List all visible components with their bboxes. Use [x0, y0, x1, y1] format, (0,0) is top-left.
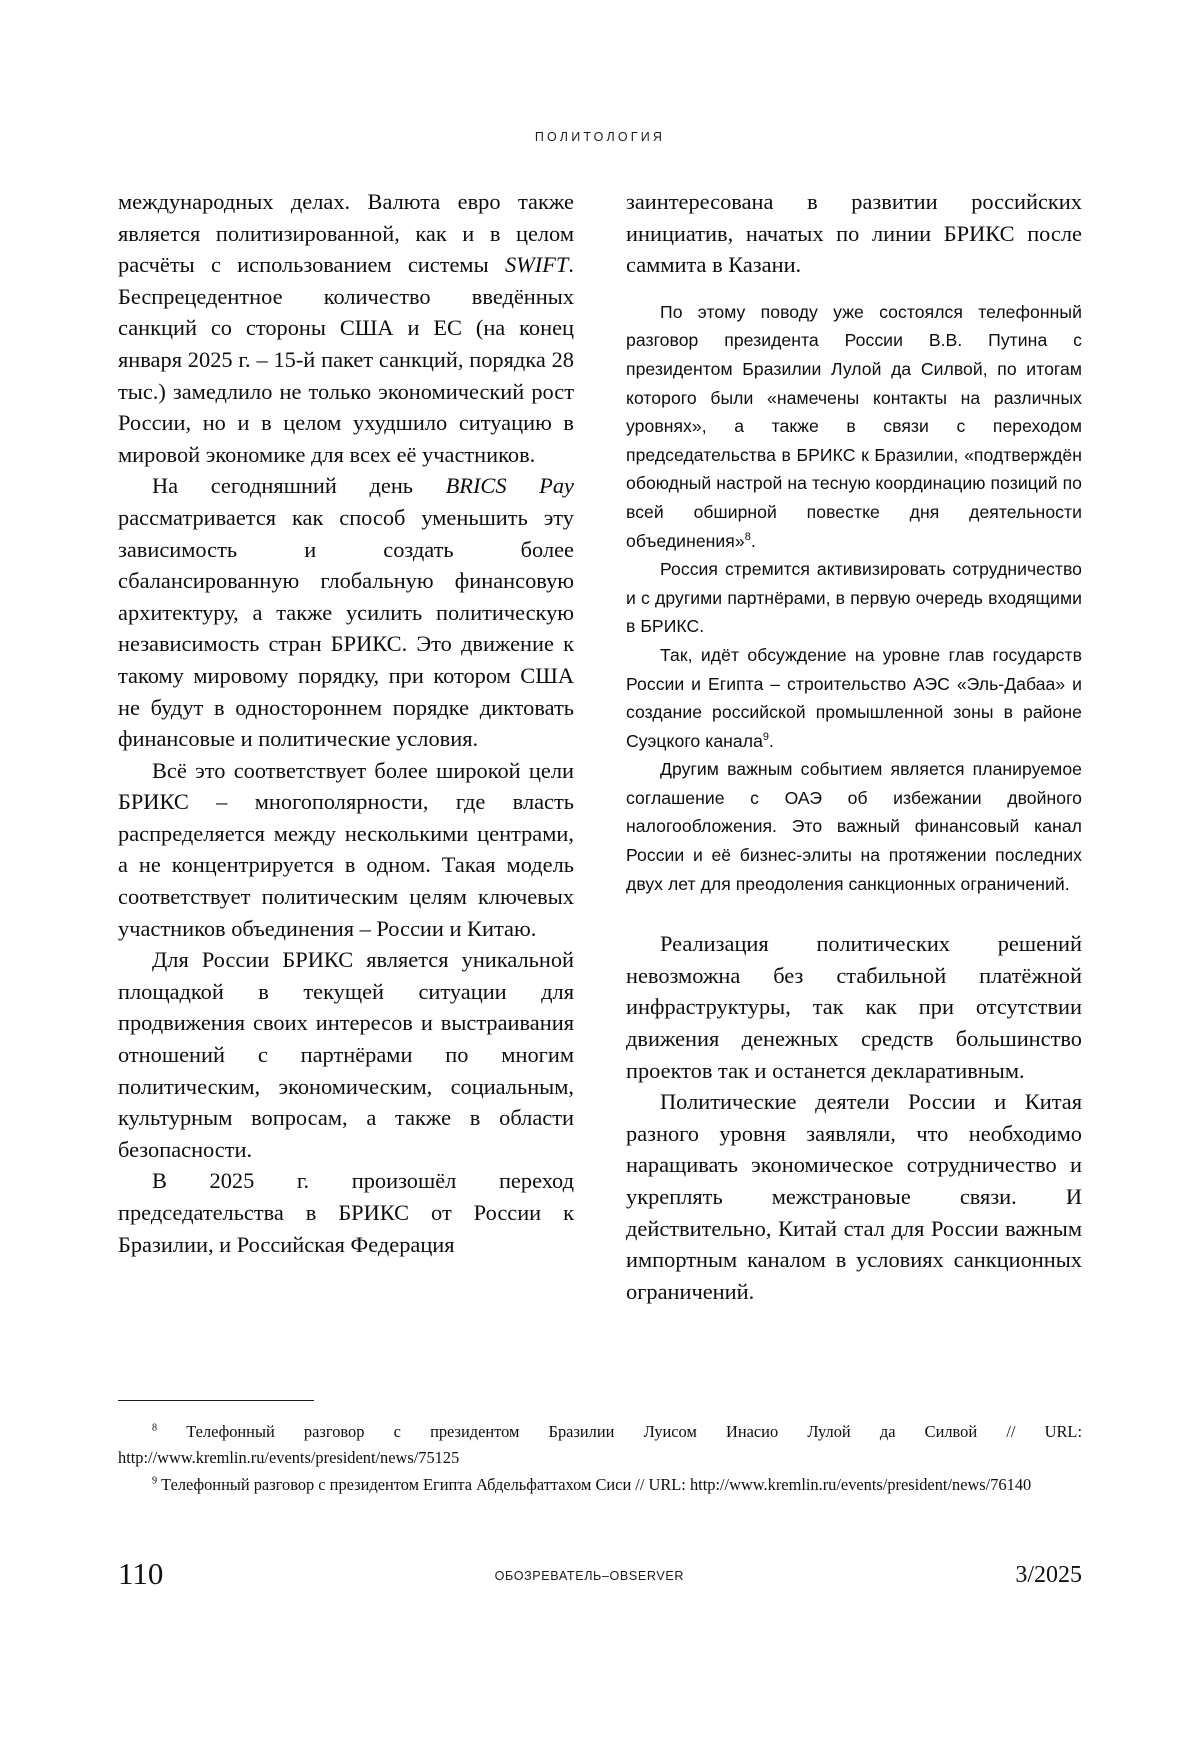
journal-name: ОБОЗРЕВАТЕЛЬ–OBSERVER	[494, 1569, 685, 1583]
column-right	[626, 186, 1082, 1304]
body-paragraph: международных делах. Валюта евро также является политизированной, как и в целом расчёты с использованием системы SWIFT. Беспрецедентное количество введённых санкций со стороны США и ЕС (на конец января 2025 г. – 15-й пакет санкций, порядка 28 тыс.) замедлило не только экономический рост России, но и в целом ухудшило ситуацию в мировой экономике для всех её участников.	[118, 189, 574, 467]
body-paragraph: Реализация политических решений невозможна без стабильной платёжной инфраструктуры, так как при отсутствии движения денежных средств большинство проектов так и останется декларативным.	[626, 931, 1082, 1083]
body-paragraph: Так, идёт обсуждение на уровне глав государств России и Египта – строительство АЭС «Эль-Дабаа» и создание российской промышленной зоны в районе Суэцкого канала$^9$.	[626, 644, 1082, 751]
footnotes-block	[118, 1400, 1082, 1500]
body-paragraph: Для России БРИКС является уникальной площадкой в текущей ситуации для продвижения своих интересов и выстраивания отношений с партнёрами по многим политическим, экономическим, социальным, культурным вопросам, а также в области безопасности.	[118, 947, 574, 1162]
body-paragraph: Политические деятели России и Китая разного уровня заявляли, что необходимо наращивать экономическое сотрудничество и укреплять межстрановые связи. И действительно, Китай стал для России важным импортным каналом в условиях санкционных ограничений.	[626, 1089, 1082, 1304]
footnote-item: $^9$ Телефонный разговор с президентом Египта Абдельфаттахом Сиси // URL: http://www.kremlin.ru/events/president/news/76140	[152, 1475, 1032, 1494]
body-paragraph: Всё это соответствует более широкой цели БРИКС – многополярности, где власть распределяется между несколькими центрами, а не концентрируется в одном. Такая модель соответствует политическим целям ключевых участников объединения – России и Китаю.	[118, 757, 574, 941]
page-number: 110	[118, 1556, 164, 1591]
page-footer	[118, 1556, 1082, 1592]
italic-term: SWIFT	[504, 252, 569, 278]
body-paragraph: По этому поводу уже состоялся телефонный разговор президента России В.В. Путина с президентом Бразилии Лулой да Силвой, по итогам которого были «намечены контакты на различных уровнях», а также в связи с переходом председательства в БРИКС к Бразилии, «подтверждён обоюдный настрой на тесную координацию позиций по всей обширной повестке дня деятельности объединения»$^8$.	[626, 301, 1082, 551]
body-paragraph: В 2025 г. произошёл переход председательства в БРИКС от России к Бразилии, и Российская Федерация	[118, 1168, 574, 1257]
footnote-reference[interactable]: 9	[762, 730, 770, 743]
body-paragraph: На сегодняшний день BRICS Pay рассматривается как способ уменьшить эту зависимость и создать более сбалансированную глобальную финансовую архитектуру, а также усилить политическую независимость стран БРИКС. Это движение к такому мировому порядку, при котором США не будут в одностороннем порядке диктовать финансовые и политические условия.	[118, 473, 574, 752]
footnote-item: $^8$ Телефонный разговор с президентом Бразилии Луисом Инасио Лулой да Силвой // URL: http://www.kremlin.ru/events/president/news/75125	[118, 1422, 1082, 1467]
body-paragraph: заинтересована в развитии российских инициатив, начатых по линии БРИКС после саммита в Казани.	[626, 189, 1082, 278]
issue-number: 3/2025	[1015, 1562, 1082, 1588]
column-left	[118, 186, 574, 1301]
footnote-reference[interactable]: 8	[744, 530, 751, 543]
footnote-separator-rule	[118, 1400, 314, 1401]
body-paragraph: Другим важным событием является планируемое соглашение с ОАЭ об избежании двойного налогообложения. Это важный финансовый канал России и её бизнес-элиты на протяжении последних двух лет для преодоления санкционных ограничений.	[626, 759, 1082, 894]
paragraph-spacer	[626, 898, 1082, 928]
paragraph-spacer	[626, 281, 1082, 298]
body-columns	[118, 186, 1082, 1304]
footnote-marker: 9	[152, 1475, 158, 1487]
footnote-list	[118, 1419, 1082, 1498]
italic-term: BRICS Pay	[445, 473, 574, 499]
footnote-marker: 8	[152, 1422, 158, 1434]
body-paragraph: Россия стремится активизировать сотрудничество и с другими партнёрами, в первую очередь входящими в БРИКС.	[626, 559, 1082, 637]
running-head: ПОЛИТОЛОГИЯ	[534, 130, 666, 144]
